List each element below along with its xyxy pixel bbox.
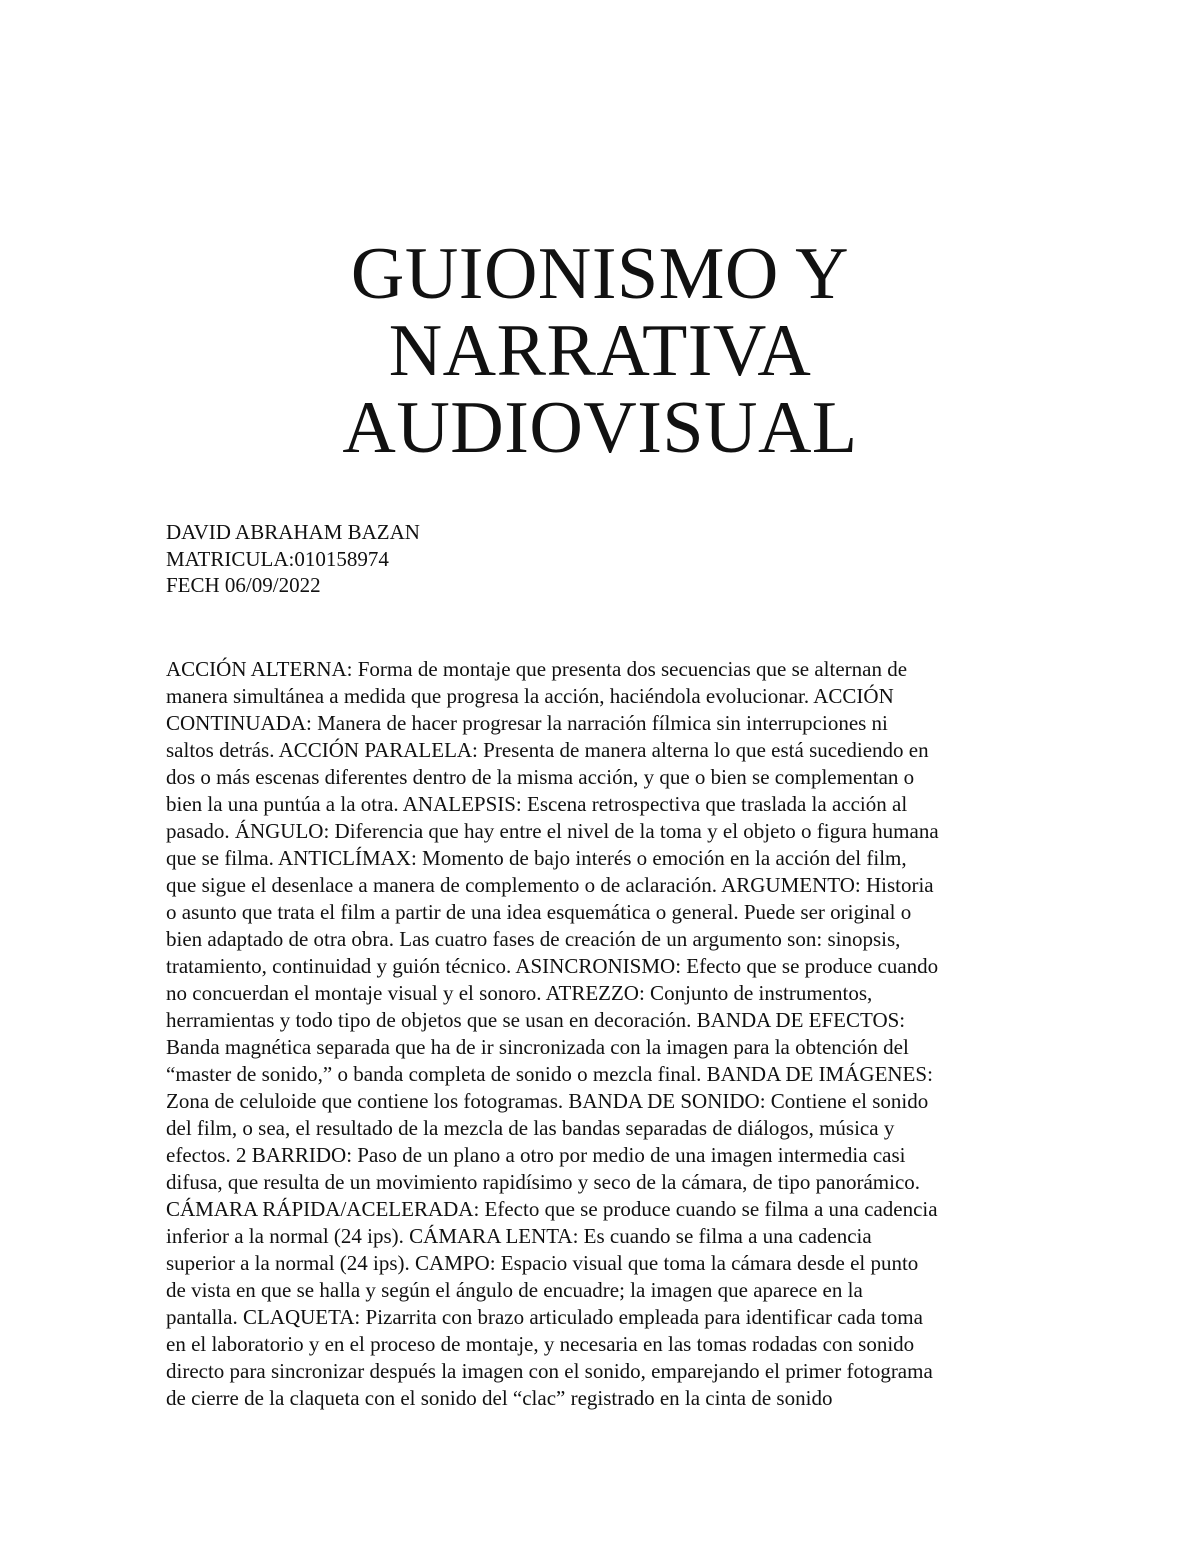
body-line: Zona de celuloide que contiene los fotogramas. BANDA DE SONIDO: Contiene el sonido: [166, 1089, 929, 1113]
document-title: [0, 233, 1200, 469]
body-line: CONTINUADA: Manera de hacer progresar la narración fílmica sin interrupciones ni: [166, 711, 888, 735]
date: FECH 06/09/2022: [166, 573, 321, 597]
body-line: directo para sincronizar después la imagen con el sonido, emparejando el primer fotograma: [166, 1359, 933, 1383]
body-line: que sigue el desenlace a manera de complemento o de aclaración. ARGUMENTO: Historia: [166, 873, 934, 897]
body-line: bien adaptado de otra obra. Las cuatro fases de creación de un argumento son: sinopsis,: [166, 927, 901, 951]
body-line: ACCIÓN ALTERNA: Forma de montaje que presenta dos secuencias que se alternan de: [166, 657, 908, 681]
author-name: DAVID ABRAHAM BAZAN: [166, 520, 420, 544]
body-line: efectos. 2 BARRIDO: Paso de un plano a otro por medio de una imagen intermedia casi: [166, 1143, 906, 1167]
body-line: del film, o sea, el resultado de la mezcla de las bandas separadas de diálogos, música y: [166, 1116, 895, 1140]
body-line: que se filma. ANTICLÍMAX: Momento de bajo interés o emoción en la acción del film,: [166, 846, 907, 870]
body-line: herramientas y todo tipo de objetos que se usan en decoración. BANDA DE EFECTOS:: [166, 1008, 906, 1032]
body-line: inferior a la normal (24 ips). CÁMARA LENTA: Es cuando se filma a una cadencia: [166, 1224, 872, 1248]
body-line: pasado. ÁNGULO: Diferencia que hay entre el nivel de la toma y el objeto o figura humana: [166, 819, 939, 843]
body-line: Banda magnética separada que ha de ir sincronizada con la imagen para la obtención del: [166, 1035, 909, 1059]
body-line: manera simultánea a medida que progresa la acción, haciéndola evolucionar. ACCIÓN: [166, 684, 894, 708]
body-line: o asunto que trata el film a partir de una idea esquemática o general. Puede ser original o: [166, 900, 912, 924]
body-line: saltos detrás. ACCIÓN PARALELA: Presenta de manera alterna lo que está sucediendo en: [166, 738, 929, 762]
body-line: superior a la normal (24 ips). CAMPO: Espacio visual que toma la cámara desde el punto: [166, 1251, 919, 1275]
body-line: CÁMARA RÁPIDA/ACELERADA: Efecto que se produce cuando se filma a una cadencia: [166, 1197, 938, 1221]
matricula: MATRICULA:010158974: [166, 546, 389, 571]
body-line: pantalla. CLAQUETA: Pizarrita con brazo articulado empleada para identificar cada toma: [166, 1305, 923, 1329]
body-line: de cierre de la claqueta con el sonido del “clac” registrado en la cinta de sonido: [166, 1386, 833, 1410]
body-line: difusa, que resulta de un movimiento rapidísimo y seco de la cámara, de tipo panorámico.: [166, 1170, 921, 1194]
title-line: NARRATIVA: [388, 310, 812, 392]
body-line: en el laboratorio y en el proceso de montaje, y necesaria en las tomas rodadas con sonido: [166, 1332, 915, 1356]
title-line: GUIONISMO Y: [350, 233, 850, 315]
body-line: de vista en que se halla y según el ángulo de encuadre; la imagen que aparece en la: [166, 1278, 863, 1302]
body-line: tratamiento, continuidad y guión técnico. ASINCRONISMO: Efecto que se produce cuando: [166, 954, 939, 978]
body-paragraph: [166, 656, 1046, 1412]
body-line: “master de sonido,” o banda completa de sonido o mezcla final. BANDA DE IMÁGENES:: [166, 1062, 933, 1086]
body-line: dos o más escenas diferentes dentro de la misma acción, y que o bien se complementan o: [166, 765, 915, 789]
body-line: no concuerdan el montaje visual y el sonoro. ATREZZO: Conjunto de instrumentos,: [166, 981, 873, 1005]
author-info: [166, 519, 420, 599]
body-line: bien la una puntúa a la otra. ANALEPSIS: Escena retrospectiva que traslada la acción al: [166, 792, 908, 816]
title-line: AUDIOVISUAL: [342, 387, 858, 469]
